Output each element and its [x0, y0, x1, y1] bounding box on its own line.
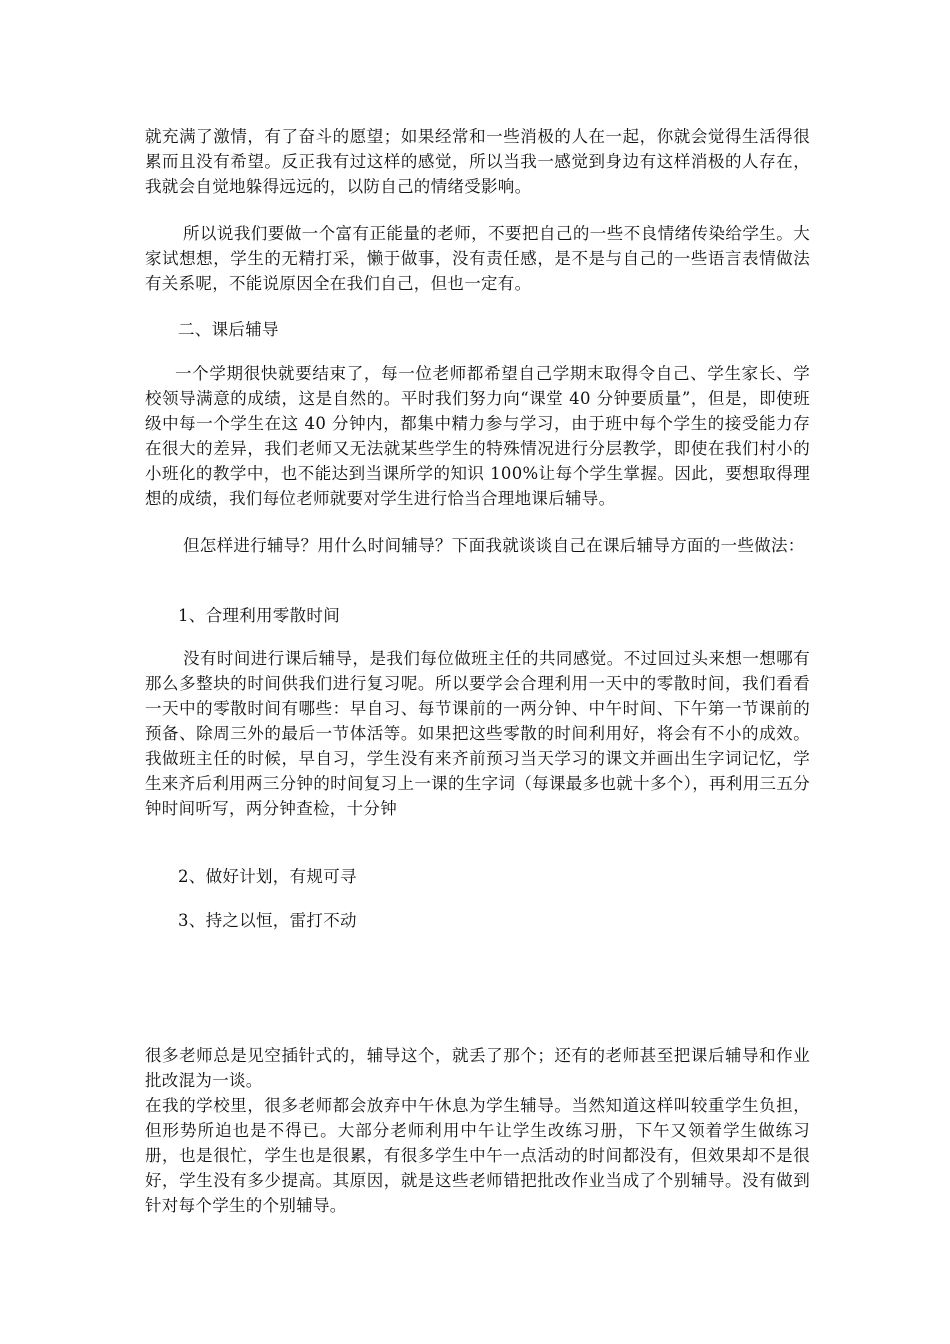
paragraph-1: 就充满了激情，有了奋斗的愿望；如果经常和一些消极的人在一起，你就会觉得生活得很累而且没有希望。反正我有过这样的感觉，所以当我一感觉到身边有这样消极的人存在，我就会自觉地躲得远远的，以防自己的情绪受影响。 — [145, 127, 810, 196]
section-heading-2: 二、课后辅导 — [178, 320, 279, 339]
paragraph-2: 所以说我们要做一个富有正能量的老师，不要把自己的一些不良情绪传染给学生。大家试想想，学生的无精打采，懒于做事，没有责任感，是不是与自己的一些语言表情做法有关系呢，不能说原因全在我们自己，但也一定有。 — [145, 224, 810, 293]
paragraph-5: 没有时间进行课后辅导，是我们每位做班主任的共同感觉。不过回过头来想一想哪有那么多整块的时间供我们进行复习呢。所以要学会合理利用一天中的零散时间，我们看看一天中的零散时间有哪些：早自习、每节课前的一两分钟、中午时间、下午第一节课前的预备、除周三外的最后一节体活等。如果把这些零散的时间利用好，将会有不小的成效。我做班主任的时候，早自习，学生没有来齐前预习当天学习的课文并画出生字词记忆，学生来齐后利用两三分钟的时间复习上一课的生字词（每课最多也就十多个），再利用三五分钟时间听写，两分钟查检，十分钟 — [145, 649, 810, 818]
paragraph-3: 一个学期很快就要结束了，每一位老师都希望自己学期末取得令自己、学生家长、学校领导满意的成绩，这是自然的。平时我们努力向“课堂 40 分钟要质量”，但是，即使班级中每一个学生在这 40 分钟内，都集中精力参与学习，由于班中每个学生的接受能力存在很大的差异，我们老师又无法就某些学生的特殊情况进行分层教学，即使在我们村小的小班化的教学中，也不能达到当课所学的知识 100%让每个学生掌握。因此，要想取得理想的成绩，我们每位老师就要对学生进行恰当合理地课后辅导。 — [145, 364, 810, 508]
paragraph-7: 在我的学校里，很多老师都会放弃中午休息为学生辅导。当然知道这样叫较重学生负担，但形势所迫也是不得已。大部分老师利用中午让学生改练习册，下午又领着学生做练习册，也是很忙，学生也是很累，有很多学生中午一点活动的时间都没有，但效果却不是很好，学生没有多少提高。其原因，就是这些老师错把批改作业当成了个别辅导。没有做到针对每个学生的个别辅导。 — [145, 1096, 810, 1215]
subheading-3: 3、持之以恒，雷打不动 — [178, 911, 357, 930]
subheading-1: 1、合理利用零散时间 — [178, 606, 340, 625]
subheading-2: 2、做好计划，有规可寻 — [178, 867, 357, 886]
paragraph-6: 很多老师总是见空插针式的，辅导这个，就丢了那个；还有的老师甚至把课后辅导和作业批改混为一谈。 — [145, 1046, 810, 1090]
paragraph-4: 但怎样进行辅导？用什么时间辅导？下面我就谈谈自己在课后辅导方面的一些做法： — [183, 536, 805, 555]
